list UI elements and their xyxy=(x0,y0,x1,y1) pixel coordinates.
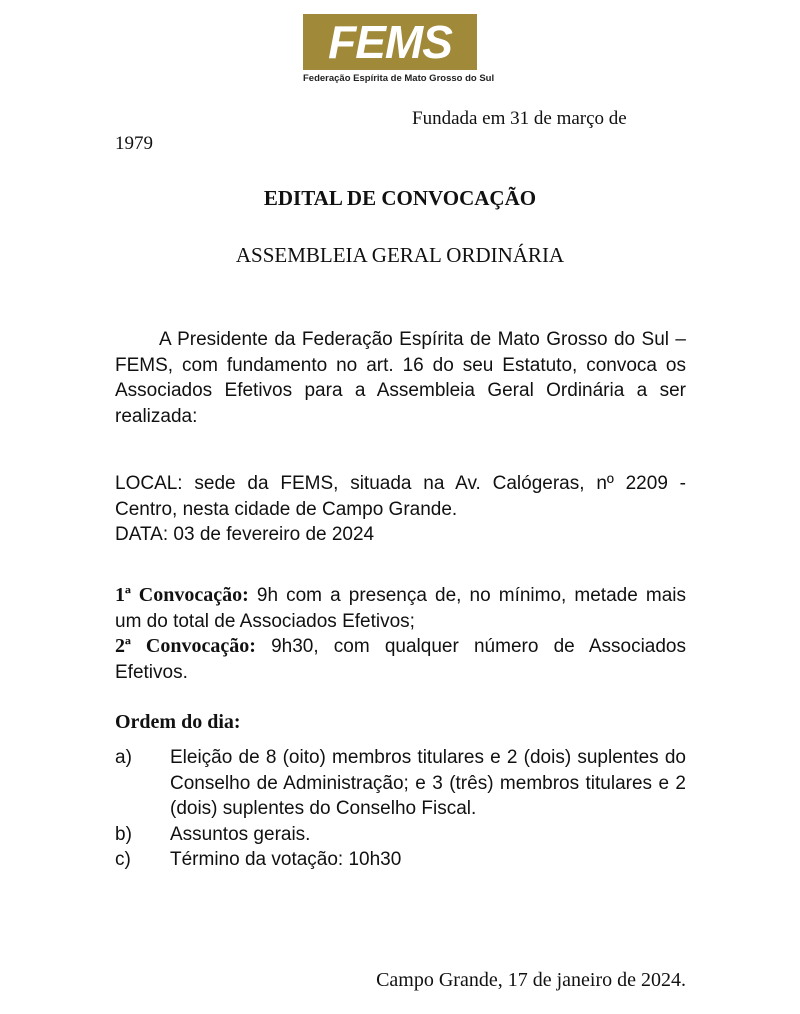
agenda-marker-a: a) xyxy=(115,747,132,768)
founded-line-2: 1979 xyxy=(115,133,153,154)
local-line xyxy=(115,471,686,522)
document-subtitle: ASSEMBLEIA GERAL ORDINÁRIA xyxy=(235,243,565,267)
logo-subtitle: Federação Espírita de Mato Grosso do Sul xyxy=(303,73,495,84)
local-text: sede da FEMS, situada na Av. Calógeras, nº 2209 - Centro, nesta cidade de Campo Grande. xyxy=(115,473,687,520)
fems-logo xyxy=(303,14,495,88)
date-line xyxy=(115,522,686,548)
agenda-item-c xyxy=(115,847,686,873)
date-label: DATA: xyxy=(115,524,169,545)
document-title: EDITAL DE CONVOCAÇÃO xyxy=(263,186,537,210)
convocation-second-label: 2ª Convocação: xyxy=(115,635,256,657)
agenda-item-a xyxy=(115,745,686,822)
convocation-first-text: 9h com a presença de, no mínimo, metade mais um do total de Associados Efetivos; xyxy=(115,585,686,632)
convocation-block xyxy=(115,583,686,685)
date-text: 03 de fevereiro de 2024 xyxy=(173,524,375,545)
agenda-item-b xyxy=(115,822,686,848)
logo-wordmark: FEMS xyxy=(328,16,452,68)
founded-line-1: Fundada em 31 de março de xyxy=(412,108,627,129)
convocation-second-text: 9h30, com qualquer número de Associados Efetivos. xyxy=(115,636,687,683)
intro-paragraph: A Presidente da Federação Espírita de Mato Grosso do Sul – FEMS, com fundamento no art. 16 do seu Estatuto, convoca os Associados Efetivos para a Assembleia Geral Ordinária a ser realizada: xyxy=(115,329,686,427)
location-block xyxy=(115,471,686,548)
agenda-marker-b: b) xyxy=(115,823,132,845)
agenda-text-b: Assuntos gerais. xyxy=(170,823,311,845)
convocation-second xyxy=(115,634,686,685)
agenda-heading: Ordem do dia: xyxy=(115,711,241,733)
convocation-first-label: 1ª Convocação: xyxy=(115,584,249,606)
agenda-marker-c: c) xyxy=(115,849,131,870)
agenda-text-a: Eleição de 8 (oito) membros titulares e 2 (dois) suplentes do Conselho de Administração; e 3 (três) membros titulares e 2 (dois) suplentes do Conselho Fiscal. xyxy=(170,747,686,819)
local-label: LOCAL: xyxy=(115,473,183,494)
agenda-text-c: Término da votação: 10h30 xyxy=(170,849,402,870)
logo-badge xyxy=(303,14,477,70)
convocation-first xyxy=(115,583,686,634)
agenda-list xyxy=(115,745,686,873)
closing-date-line: Campo Grande, 17 de janeiro de 2024. xyxy=(376,969,686,991)
